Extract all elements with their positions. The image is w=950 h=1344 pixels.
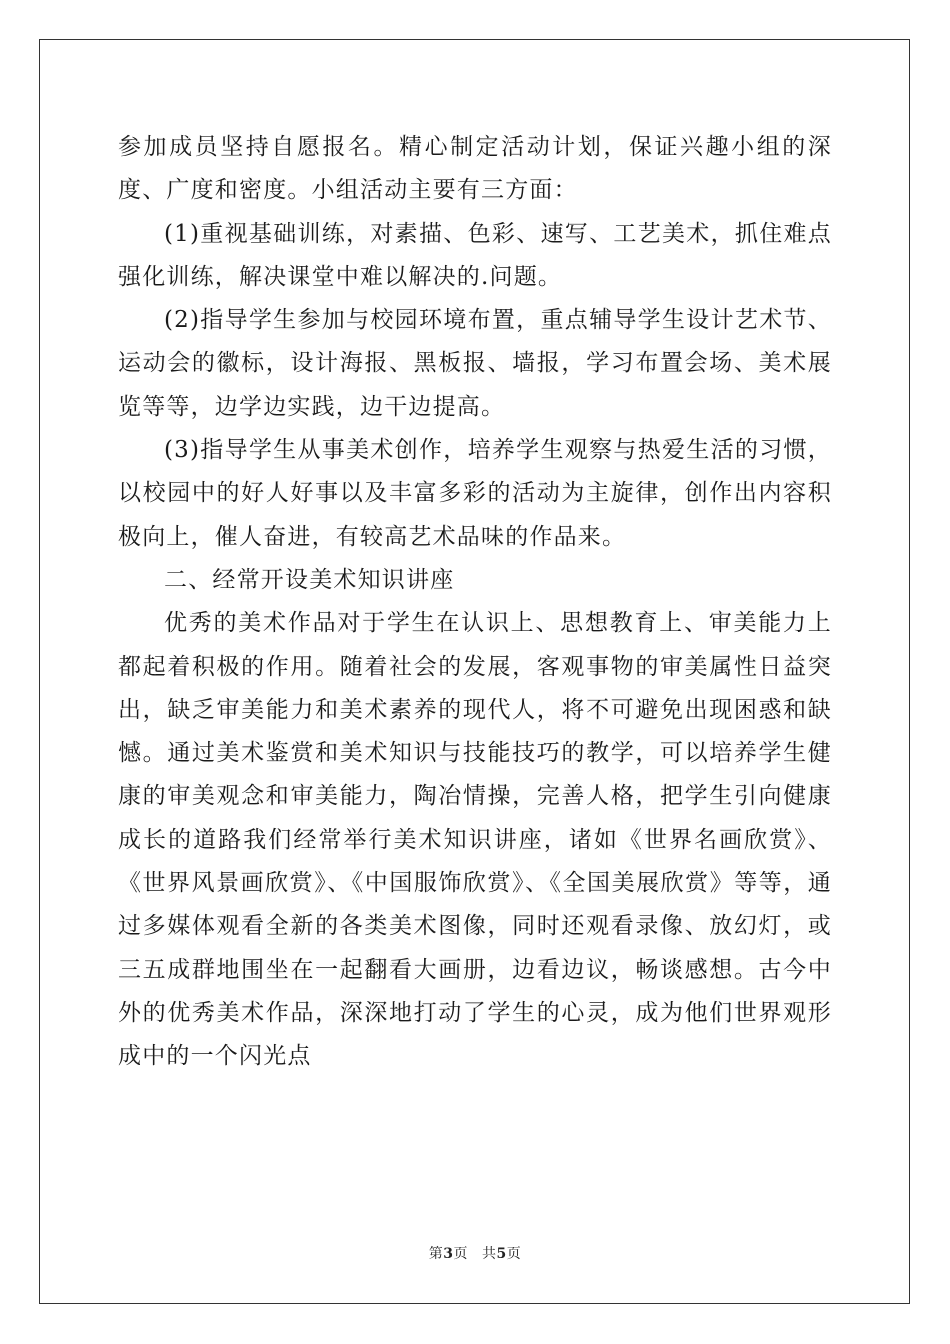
section-heading: 二、经常开设美术知识讲座	[164, 566, 455, 593]
total-page-count: 5	[496, 1246, 507, 1262]
current-page-number: 3	[443, 1246, 454, 1262]
paragraph-item-3: (3)指导学生从事美术创作，培养学生观察与热爱生活的习惯，以校园中的好人好事以及丰富多彩的活动为主旋律，创作出内容积极向上，催人奋进，有较高艺术品味的作品来。	[118, 437, 832, 550]
total-prefix: 共	[482, 1246, 497, 1262]
page-prefix: 第	[428, 1246, 444, 1262]
document-body	[118, 126, 832, 1079]
total-suffix: 页	[506, 1246, 522, 1262]
paragraph-item-1: (1)重视基础训练，对素描、色彩、速写、工艺美术，抓住难点强化训练，解决课堂中难以解决的.问题。	[118, 220, 832, 290]
paragraph-continuation: 参加成员坚持自愿报名。精心制定活动计划，保证兴趣小组的深度、广度和密度。小组活动主要有三方面：	[118, 134, 832, 204]
paragraph-item-2: (2)指导学生参加与校园环境布置，重点辅导学生设计艺术节、运动会的徽标，设计海报、黑板报、墙报，学习布置会场、美术展览等等，边学边实践，边干边提高。	[118, 307, 832, 420]
page-footer	[0, 1243, 950, 1263]
paragraph-lecture: 优秀的美术作品对于学生在认识上、思想教育上、审美能力上都起着积极的作用。随着社会的发展，客观事物的审美属性日益突出，缺乏审美能力和美术素养的现代人，将不可避免出现困惑和缺憾。通过美术鉴赏和美术知识与技能技巧的教学，可以培养学生健康的审美观念和审美能力，陶冶情操，完善人格，把学生引向健康成长的道路我们经常举行美术知识讲座，诸如《世界名画欣赏》、《世界风景画欣赏》、《中国服饰欣赏》、《全国美展欣赏》等等，通过多媒体观看全新的各类美术图像，同时还观看录像、放幻灯，或三五成群地围坐在一起翻看大画册，边看边议，畅谈感想。古今中外的优秀美术作品，深深地打动了学生的心灵，成为他们世界观形成中的一个闪光点	[118, 610, 832, 1070]
page-suffix: 页	[453, 1246, 468, 1262]
